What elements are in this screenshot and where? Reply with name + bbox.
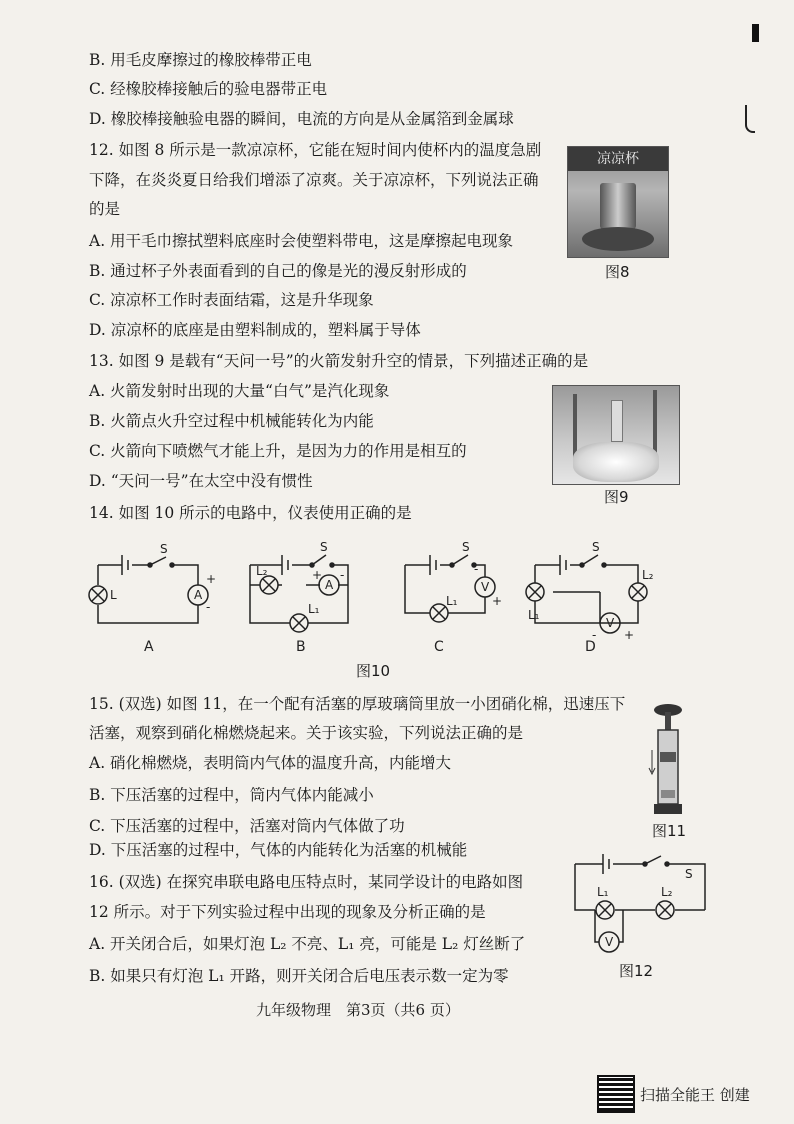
page-footer: 九年级物理 第3页（共6 页）	[256, 1001, 460, 1019]
q12-option-b: B. 通过杯子外表面看到的自己的像是光的漫反射形成的	[89, 262, 467, 280]
circuit-a	[89, 555, 211, 623]
figure-12-v-label: V	[605, 935, 614, 949]
q12-option-c: C. 凉凉杯工作时表面结霜，这是升华现象	[89, 291, 374, 309]
circuit-d	[526, 555, 647, 633]
circuit-d-l2-label: L₂	[642, 568, 654, 582]
figure-12-s-label: S	[685, 867, 693, 881]
q12-option-a: A. 用干毛巾擦拭塑料底座时会使塑料带电，这是摩擦起电现象	[89, 232, 514, 250]
circuit-a-plus: +	[206, 572, 217, 586]
q12-stem-line2: 下降，在炎炎夏日给我们增添了凉爽。关于凉凉杯，下列说法正确	[89, 171, 539, 189]
rocket-shape	[611, 400, 623, 442]
circuit-d-s-label: S	[592, 540, 600, 554]
q15-option-b: B. 下压活塞的过程中，筒内气体内能减小	[89, 786, 374, 804]
q13-option-a: A. 火箭发射时出现的大量“白气”是汽化现象	[89, 382, 390, 400]
circuit-c-plus: +	[492, 594, 503, 608]
q15-option-d: D. 下压活塞的过程中，气体的内能转化为活塞的机械能	[89, 841, 468, 859]
q15-stem-line1: 15. (双选) 如图 11，在一个配有活塞的厚玻璃筒里放一小团硝化棉，迅速压下	[89, 695, 626, 713]
circuit-b-plus: +	[312, 568, 323, 582]
circuit-c-label: C	[434, 639, 444, 655]
figure-8-caption: 图8	[605, 263, 630, 281]
circuit-c-minus: -	[474, 562, 479, 576]
circuit-b-l2-label: L₂	[256, 564, 268, 578]
q13-option-d: D. “天问一号”在太空中没有惯性	[89, 472, 313, 490]
figure-9-caption: 图9	[604, 488, 629, 506]
figure-10-caption: 图10	[356, 662, 391, 680]
figure-12-l1-label: L₁	[597, 885, 609, 899]
circuit-b-minus: -	[340, 568, 345, 582]
figure-11-caption: 图11	[652, 822, 687, 840]
figure-11-piston-cylinder	[648, 700, 688, 820]
circuit-a-l-label: L	[110, 588, 117, 602]
q13-option-b: B. 火箭点火升空过程中机械能转化为内能	[89, 412, 374, 430]
scanner-watermark-text: 扫描全能王 创建	[640, 1086, 750, 1104]
figure-8-photo-title: 凉凉杯	[568, 147, 668, 171]
q11-option-d: D. 橡胶棒接触验电器的瞬间，电流的方向是从金属箔到金属球	[89, 110, 514, 128]
scan-mark	[752, 24, 759, 42]
q12-stem-line1: 12. 如图 8 所示是一款凉凉杯，它能在短时间内使杯内的温度急剧	[89, 141, 542, 159]
q16-option-b: B. 如果只有灯泡 L₁ 开路，则开关闭合后电压表示数一定为零	[89, 967, 509, 985]
figure-12-caption: 图12	[619, 962, 654, 980]
q12-stem-line3: 的是	[89, 200, 121, 218]
q13-stem: 13. 如图 9 是载有“天问一号”的火箭发射升空的情景，下列描述正确的是	[89, 352, 589, 370]
q16-option-a: A. 开关闭合后，如果灯泡 L₂ 不亮、L₁ 亮，可能是 L₂ 灯丝断了	[89, 935, 526, 953]
circuit-d-meter-label: V	[606, 616, 615, 630]
figure-12-l2-label: L₂	[661, 885, 673, 899]
circuit-a-minus: -	[206, 600, 211, 614]
circuit-b-s-label: S	[320, 540, 328, 554]
scan-bracket-mark	[745, 105, 755, 133]
cup-base-shape	[582, 227, 654, 251]
qr-code-icon	[597, 1075, 635, 1113]
q16-stem-line2: 12 所示。对于下列实验过程中出现的现象及分析正确的是	[89, 903, 486, 921]
figure-10-circuits	[80, 535, 680, 675]
q11-option-b: B. 用毛皮摩擦过的橡胶棒带正电	[89, 51, 312, 69]
circuit-a-meter-label: A	[194, 588, 203, 602]
circuit-a-label: A	[144, 639, 154, 655]
circuit-a-s-label: S	[160, 542, 168, 556]
q14-stem: 14. 如图 10 所示的电路中，仪表使用正确的是	[89, 504, 412, 522]
figure-9-photo	[552, 385, 680, 485]
q12-option-d: D. 凉凉杯的底座是由塑料制成的，塑料属于导体	[89, 321, 421, 339]
circuit-c-l1-label: L₁	[446, 594, 458, 608]
circuit-b-meter-label: A	[325, 578, 334, 592]
figure-12-circuit	[565, 850, 725, 960]
figure-8-photo	[567, 146, 669, 258]
circuit-b-label: B	[296, 639, 306, 655]
circuit-d-plus: +	[624, 628, 635, 642]
q15-option-c: C. 下压活塞的过程中，活塞对筒内气体做了功	[89, 817, 405, 835]
cup-shape	[600, 183, 636, 229]
smoke-cloud	[573, 442, 659, 482]
circuit-c-meter-label: V	[481, 580, 490, 594]
circuit-c-s-label: S	[462, 540, 470, 554]
q15-option-a: A. 硝化棉燃烧，表明筒内气体的温度升高，内能增大	[89, 754, 452, 772]
circuit-d-minus: -	[592, 628, 597, 642]
q11-option-c: C. 经橡胶棒接触后的验电器带正电	[89, 80, 328, 98]
circuit-d-label: D	[585, 639, 596, 655]
circuit-d-l1-label: L₁	[528, 608, 540, 622]
circuit-b-l1-label: L₁	[308, 602, 320, 616]
q15-stem-line2: 活塞，观察到硝化棉燃烧起来。关于该实验，下列说法正确的是	[89, 724, 524, 742]
q13-option-c: C. 火箭向下喷燃气才能上升，是因为力的作用是相互的	[89, 442, 467, 460]
q16-stem-line1: 16. (双选) 在探究串联电路电压特点时，某同学设计的电路如图	[89, 873, 524, 891]
